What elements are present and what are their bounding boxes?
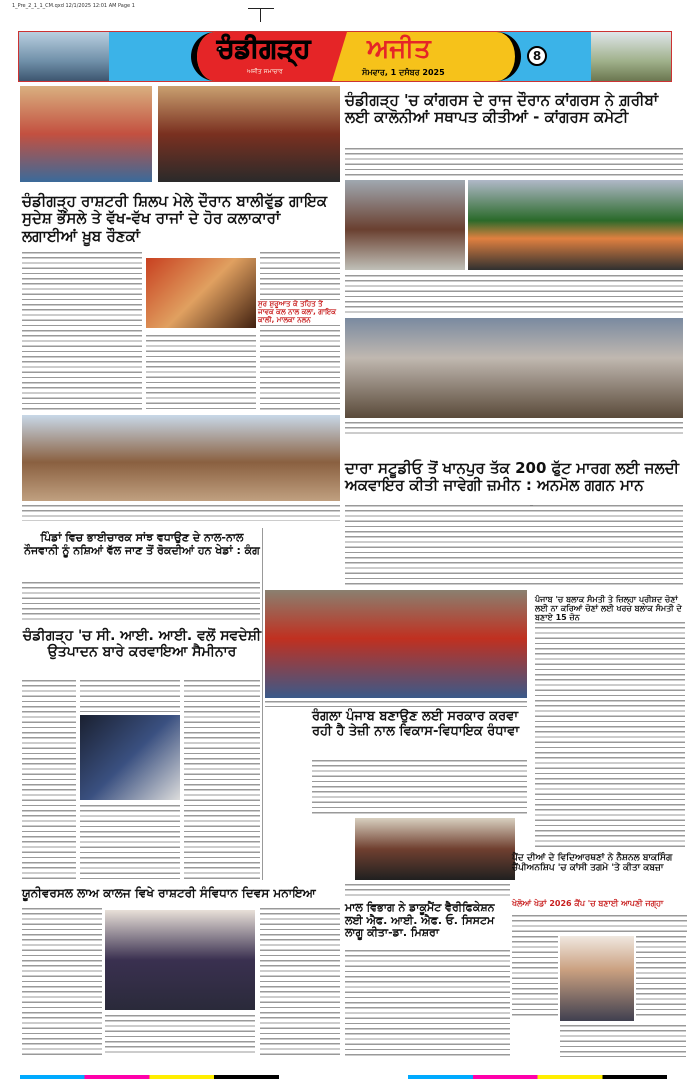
headline-congress: ਚੰਡੀਗੜ੍ਹ 'ਚ ਕਾਂਗਰਸ ਦੇ ਰਾਜ ਦੌਰਾਨ ਕਾਂਗਰਸ ਨੇ ਗ਼ਰੀਬਾਂ ਲਈ ਕਾਲੋਨੀਆਂ ਸਥਾਪਤ ਕੀਤੀਆਂ - ਕਾਂਗਰਸ ਕਮੇਟੀ (345, 91, 659, 127)
article-body (105, 1015, 255, 1055)
photo-singer (146, 258, 256, 328)
article-body (345, 505, 683, 585)
article-body (184, 680, 260, 880)
photo-caption (345, 422, 683, 434)
crop-mark (260, 8, 261, 22)
print-slug: 1_Pre_2_1_1_CM.qxd 12/1/2025 12:01 AM Page 1 (12, 3, 135, 9)
article-body (80, 805, 180, 880)
article-body (345, 950, 510, 1058)
headline-maal-vibhag: ਮਾਲ ਵਿਭਾਗ ਨੇ ਡਾਕੂਮੈਂਟ ਵੈਰੀਫਿਕੇਸ਼ਨ ਲਈ ਐਫ. ਆਈ. ਐਫ. ਓ. ਸਿਸਟਮ ਲਾਗੂ ਕੀਤਾ-ਡਾ. ਮਿਸ਼ਰਾ (345, 901, 495, 940)
photo-congress-protest (345, 180, 465, 270)
photo-constitution-day (105, 910, 255, 1010)
article-body (22, 908, 102, 1058)
headline-boxing: ਪੈਂਦ ਦੀਆਂ ਦੇ ਵਿਦਿਆਰਥਣਾਂ ਨੇ ਨੈਸ਼ਨਲ ਬਾਕਸਿੰਗ ਚੈਂਪੀਅਨਸ਼ਿਪ 'ਚ ਕਾਂਸੀ ਤਗਮੇ 'ਤੇ ਕੀਤਾ ਕਬਜ਼ਾ (512, 853, 673, 874)
headline-pinda: ਪਿੰਡਾਂ ਵਿਚ ਭਾਈਚਾਰਕ ਸਾਂਝ ਵਧਾਉਣ ਦੇ ਨਾਲ-ਨਾਲ ਨੌਜਵਾਨੀ ਨੂੰ ਨਸ਼ਿਆਂ ਵੱਲ ਜਾਣ ਤੋਂ ਰੋਕਦੀਆਂ ਹਨ ਖੇਡਾਂ : ਕੰਗ (24, 531, 260, 557)
article-body (512, 936, 558, 1016)
photo-seminar (80, 715, 180, 800)
article-body (260, 908, 340, 1058)
color-registration-bar (20, 1075, 667, 1079)
article-body (345, 275, 683, 315)
article-body (22, 680, 76, 880)
masthead (18, 31, 672, 82)
headline-universal-law-college: ਯੂਨੀਵਰਸਲ ਲਾਅ ਕਾਲਜ ਵਿਖੇ ਰਾਸ਼ਟਰੀ ਸੰਵਿਧਾਨ ਦਿਵਸ ਮਨਾਇਆ (22, 886, 316, 900)
article-body (312, 760, 527, 815)
photo-caption (22, 505, 340, 521)
headline-khelo: ਖੇਲੋਆਂ ਖੇਡਾਂ 2026 ਕੈਂਪ 'ਚ ਬਣਾਈ ਆਪਣੀ ਜਗ੍ਹਾ (512, 899, 664, 908)
crop-mark (248, 8, 274, 9)
sidebox-title: ਸੁਰ ਸ਼ੁਰੂਆਤ ਕੇ ਤਹਿਤ ਤੋਂ ਜਾਵਕ ਕਲ ਨਾਲ ਕਲਾ, ਗਾਇਕ ਕਾਲੀ, ਮਾਲਕਾ ਨਲਨ (258, 300, 340, 324)
article-body (146, 335, 256, 410)
masthead-logo (191, 32, 521, 81)
article-body (22, 252, 142, 412)
column-divider (262, 528, 263, 880)
photo-congress-rally (468, 180, 683, 270)
photo-village-meeting (265, 590, 527, 698)
masthead-title-ajit: ਅਜੀਤ (367, 34, 431, 64)
masthead-photo-open-hand (591, 32, 671, 81)
photo-caption (22, 184, 338, 190)
article-body (512, 915, 687, 933)
article-body (80, 680, 180, 712)
headline-dara-studio: ਦਾਰਾ ਸਟੂਡੀਓ ਤੋਂ ਖਾਨਪੁਰ ਤੱਕ 200 ਫੁੱਟ ਮਾਰਗ ਲਈ ਜਲਦੀ ਅਕਵਾਇਰ ਕੀਤੀ ਜਾਵੇਗੀ ਜ਼ਮੀਨ : ਅਨਮੋਲ ਗਗਨ ਮਾਨ (345, 459, 680, 495)
article-body (345, 148, 683, 178)
masthead-tagline: ਅਜੀਤ ਸਮਾਚਾਰ (247, 68, 283, 75)
masthead-photo-lake (19, 32, 109, 81)
article-body (636, 936, 686, 1016)
photo-performers (158, 86, 340, 182)
photo-officials-meeting (355, 818, 515, 880)
headline-cii: ਚੰਡੀਗੜ੍ਹ 'ਚ ਸੀ. ਆਈ. ਆਈ. ਵਲੋਂ ਸਵਦੇਸ਼ੀ ਉਤਪਾਦਨ ਬਾਰੇ ਕਰਵਾਇਆ ਸੈਮੀਨਾਰ (22, 628, 262, 661)
masthead-date: ਸੋਮਵਾਰ, 1 ਦਸੰਬਰ 2025 (362, 68, 445, 77)
photo-caption (345, 884, 510, 896)
photo-public-meeting (345, 318, 683, 418)
photo-sports-group (22, 415, 340, 501)
photo-caption (265, 701, 527, 707)
page-number: 8 (527, 46, 547, 66)
article-body (260, 252, 340, 412)
spacer (530, 505, 533, 506)
headline-rangla-punjab: ਰੰਗਲਾ ਪੰਜਾਬ ਬਣਾਉਣ ਲਈ ਸਰਕਾਰ ਕਰਵਾ ਰਹੀ ਹੈ ਤੇਜ਼ੀ ਨਾਲ ਵਿਕਾਸ-ਵਿਧਾਇਕ ਰੰਧਾਵਾ (312, 709, 520, 739)
article-body (535, 622, 685, 850)
photo-boxers (560, 936, 634, 1021)
photo-folk-dancers (20, 86, 152, 182)
article-body (22, 582, 260, 622)
headline-block-samiti: ਪੰਜਾਬ 'ਚ ਬਲਾਕ ਸੰਮਤੀ ਤੇ ਜ਼ਿਲ੍ਹਾ ਪ੍ਰੀਸ਼ਦ ਚੋਣਾਂ ਲਈ ਨਾ ਕਰਿਆਂ ਚੋਣਾਂ ਲਈ ਖਰਚ ਬਲਾਕ ਸੰਮਤੀ ਦੇ ਬਣਾਏ 15 ਜ਼ੋਨ (535, 595, 682, 623)
headline-shilp-mela: ਚੰਡੀਗੜ੍ਹ ਰਾਸ਼ਟਰੀ ਸ਼ਿਲਪ ਮੇਲੇ ਦੌਰਾਨ ਬਾਲੀਵੁੱਡ ਗਾਇਕ ਸੁਦੇਸ਼ ਭੌਂਸਲੇ ਤੇ ਵੱਖ-ਵੱਖ ਰਾਜਾਂ ਦੇ ਹੋਰ ਕਲਾਕਾਰਾਂ ਲਗਾਈਆਂ ਖ਼ੂਬ ਰੌਣਕਾਂ (22, 192, 328, 245)
masthead-title-chandigarh: ਚੰਡੀਗੜ੍ਹ (217, 34, 311, 64)
article-body (560, 1025, 686, 1057)
